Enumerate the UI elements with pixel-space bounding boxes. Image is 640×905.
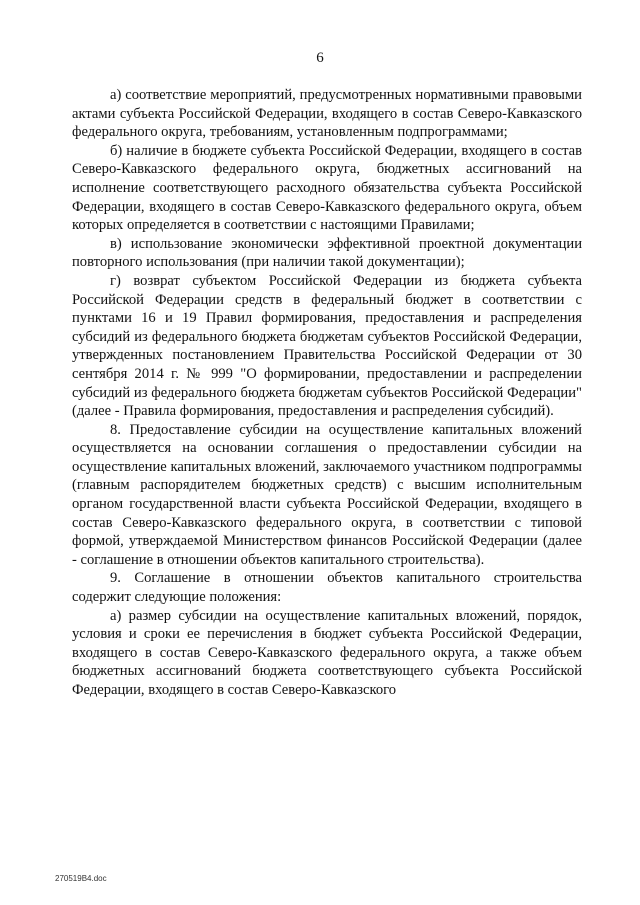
paragraph-7a: а) соответствие мероприятий, предусмотренных нормативными правовыми актами субъекта Российской Федерации, входящего в состав Северо-Кавказского федерального округа, требованиям, установленным подпрограммами; xyxy=(72,87,582,141)
paragraph-7b: б) наличие в бюджете субъекта Российской Федерации, входящего в состав Северо-Кавказского федерального округа, бюджетных ассигнований на исполнение соответствующего расходного обязательства субъекта Российской Федерации, входящего в состав Северо-Кавказского федерального округа, объем которых определяется в соответствии с настоящими Правилами; xyxy=(72,142,582,234)
paragraph-9: 9. Соглашение в отношении объектов капитального строительства содержит следующие положения: xyxy=(72,570,582,606)
paragraph-8: 8. Предоставление субсидии на осуществление капитальных вложений осуществляется на основании соглашения о предоставлении субсидии на осуществление капитальных вложений, заключаемого участником подпрограммы (главным распорядителем бюджетных средств) с высшим исполнительным органом государственной власти субъекта Российской Федерации, входящего в состав Северо-Кавказского федерального округа, в соответствии с типовой формой, утверждаемой Министерством финансов Российской Федерации (далее - соглашение в отношении объектов капитального строительства). xyxy=(72,421,582,568)
page-number: 6 xyxy=(316,50,324,66)
paragraph-7v: в) использование экономически эффективной проектной документации повторного использования (при наличии такой документации); xyxy=(72,235,582,271)
paragraph-7g: г) возврат субъектом Российской Федерации из бюджета субъекта Российской Федерации средств в федеральный бюджет в соответствии с пунктами 16 и 19 Правил формирования, предоставления и распределения субсидий из федерального бюджета бюджетам субъектов Российской Федерации, утвержденных постановлением Правительства Российской Федерации от 30 сентября 2014 г. № 999 "О формировании, предоставлении и распределении субсидий из федерального бюджета бюджетам субъектов Российской Федерации" (далее - Правила формирования, предоставления и распределения субсидий). xyxy=(72,272,582,420)
file-footer: 270519B4.doc xyxy=(55,874,107,883)
document-body xyxy=(72,86,582,700)
paragraph-9a: а) размер субсидии на осуществление капитальных вложений, порядок, условия и сроки ее перечисления в бюджет субъекта Российской Федерации, входящего в состав Северо-Кавказского федерального округа, а также объем бюджетных ассигнований бюджета соответствующего субъекта Российской Федерации, входящего в состав Северо-Кавказского xyxy=(72,607,582,698)
